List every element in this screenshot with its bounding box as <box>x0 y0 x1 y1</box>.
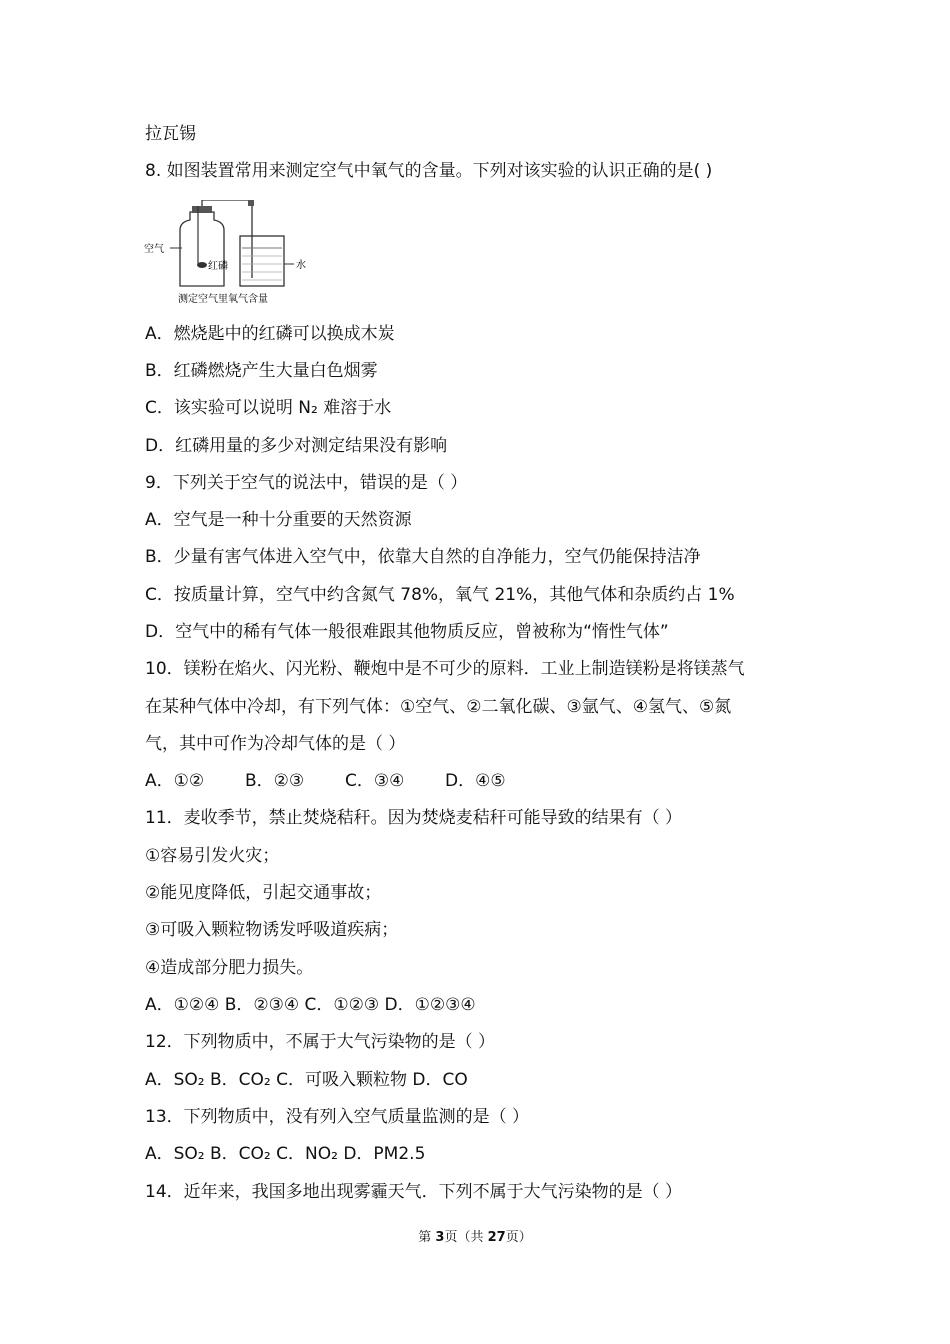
option-c: C．③④ <box>345 771 405 791</box>
line-16: ②能见度降低，引起交通事故； <box>145 883 382 903</box>
option-d: D．④⑤ <box>445 771 506 791</box>
line-4: C．该实验可以说明 N₂ 难溶于水 <box>145 398 392 418</box>
question-11: 11．麦收季节，禁止焚烧秸秆。因为焚烧麦秸秆可能导致的结果有（ ） <box>145 808 683 828</box>
figure-caption: 测定空气里氧气含量 <box>178 294 268 305</box>
line-17: ③可吸入颗粒物诱发呼吸道疾病； <box>145 920 399 940</box>
line-0: 拉瓦锡 <box>145 124 196 144</box>
question-13: 13．下列物质中，没有列入空气质量监测的是（ ） <box>145 1107 530 1127</box>
question-14: 14．近年来，我国多地出现雾霾天气．下列不属于大气污染物的是（ ） <box>145 1182 683 1202</box>
line-8: B．少量有害气体进入空气中，依靠大自然的自净能力，空气仍能保持洁净 <box>145 547 701 567</box>
label-air: 空气 <box>144 244 164 255</box>
line-2: A．燃烧匙中的红磷可以换成木炭 <box>145 324 395 344</box>
oxygen-measurement-apparatus <box>142 200 322 308</box>
footer-total: 27 <box>487 1230 506 1245</box>
line-13: 气，其中可作为冷却气体的是（ ） <box>145 734 406 754</box>
question-9: 9．下列关于空气的说法中，错误的是（ ） <box>145 473 468 493</box>
footer-prefix: 第 <box>418 1230 436 1245</box>
option-b: B．②③ <box>245 771 305 791</box>
footer-suffix: 页） <box>505 1230 532 1245</box>
question-12: 12．下列物质中，不属于大气污染物的是（ ） <box>145 1032 496 1052</box>
footer-page: 3 <box>435 1230 445 1245</box>
line-12: 在某种气体中冷却，有下列气体：①空气、②二氧化碳、③氩气、④氢气、⑤氮 <box>145 697 732 717</box>
label-phosphorus: 红磷 <box>208 261 228 272</box>
line-21: A．SO₂ B．CO₂ C．可吸入颗粒物 D．CO <box>145 1070 468 1090</box>
footer-mid: 页（共 <box>444 1230 488 1245</box>
line-23: A．SO₂ B．CO₂ C．NO₂ D．PM2.5 <box>145 1144 426 1164</box>
line-19: A．①②④ B．②③④ C．①②③ D．①②③④ <box>145 995 476 1015</box>
line-9: C．按质量计算，空气中约含氮气 78%，氧气 21%，其他气体和杂质约占 1% <box>145 585 735 605</box>
line-18: ④造成部分肥力损失。 <box>145 958 314 978</box>
line-5: D．红磷用量的多少对测定结果没有影响 <box>145 436 448 456</box>
label-water: 水 <box>296 260 306 271</box>
line-10: D．空气中的稀有气体一般很难跟其他物质反应，曾被称为“惰性气体” <box>145 622 669 642</box>
line-15: ①容易引发火灾； <box>145 846 280 866</box>
line-7: A．空气是一种十分重要的天然资源 <box>145 510 412 530</box>
question-10-options <box>145 770 506 792</box>
line-3: B．红磷燃烧产生大量白色烟雾 <box>145 361 378 381</box>
question-8: 8. 如图装置常用来测定空气中氧气的含量。下列对该实验的认识正确的是( ) <box>145 161 713 181</box>
experiment-figure <box>142 200 322 308</box>
question-10: 10．镁粉在焰火、闪光粉、鞭炮中是不可少的原料．工业上制造镁粉是将镁蒸气 <box>145 659 745 679</box>
page-footer <box>0 1226 950 1245</box>
option-a: A．①② <box>145 771 205 791</box>
